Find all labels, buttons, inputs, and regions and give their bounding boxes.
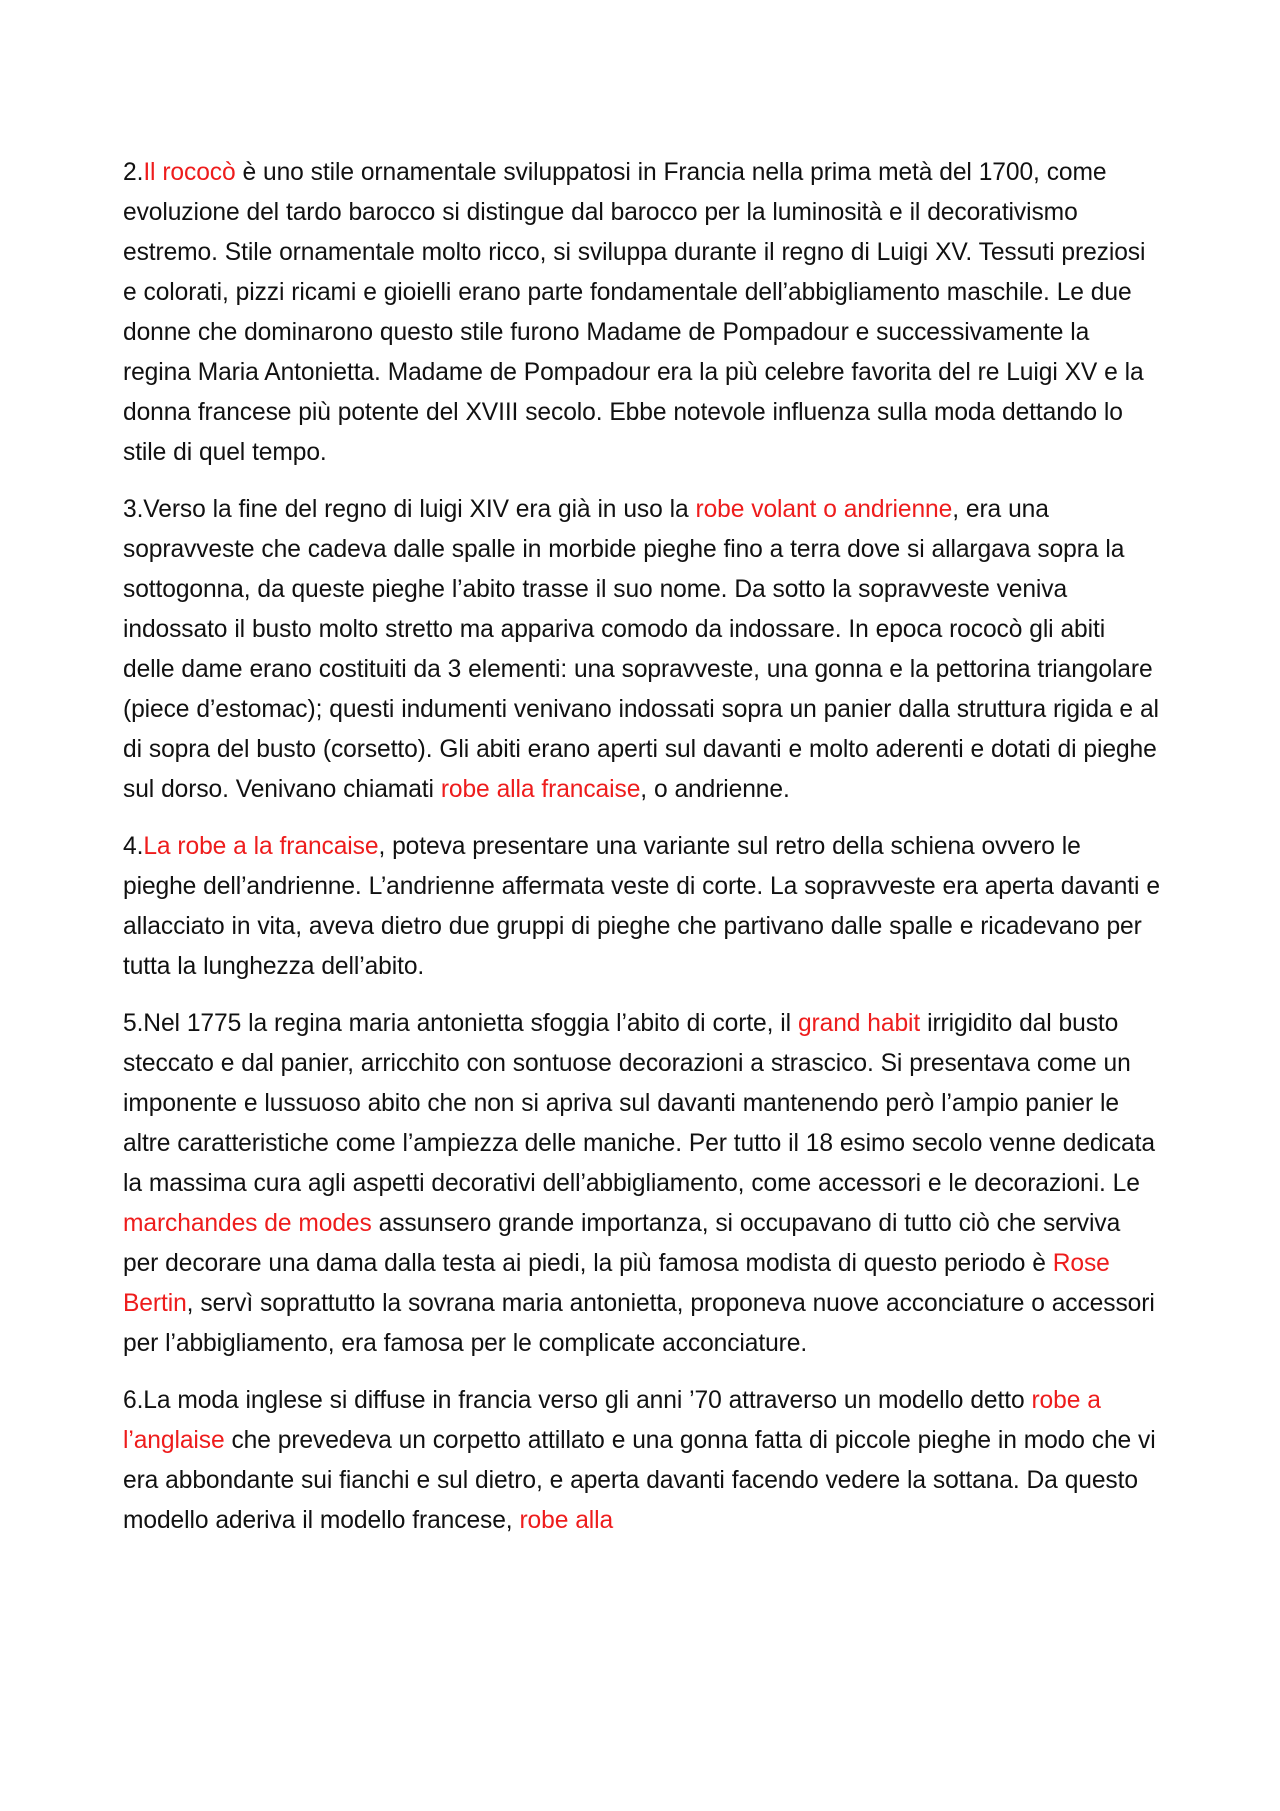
highlighted-term: Rose Bertin xyxy=(123,1250,1110,1317)
paragraph-text: è uno stile ornamentale sviluppatosi in Francia nella prima metà del 1700, come evoluzione del tardo barocco si distingue dal barocco per la luminosità e il decorativismo estremo. Stile ornamentale molto ricco, si sviluppa durante il regno di Luigi XV. Tessuti preziosi e colorati, pizzi ricami e gioielli erano parte fondamentale dell’abbigliamento maschile. Le due donne che dominarono questo stile furono Madame de Pompadour e successivamente la regina Maria Antonietta. Madame de Pompadour era la più celebre favorita del re Luigi XV e la donna francese più potente del XVIII secolo. Ebbe notevole influenza sulla moda dettando lo stile di quel tempo. xyxy=(123,159,1146,466)
highlighted-term: robe volant o andrienne xyxy=(695,496,953,523)
paragraph-text: irrigidito dal busto steccato e dal panier, arricchito con sontuose decorazioni a strascico. Si presentava come un imponente e lussuoso abito che non si apriva sul davanti mantenendo però l’ampio panier le altre caratteristiche come l’ampiezza delle maniche. Per tutto il 18 esimo secolo venne dedicata la massima cura agli aspetti decorativi dell’abbigliamento, come accessori e le decorazioni. Le xyxy=(123,1010,1155,1197)
highlighted-term: grand habit xyxy=(797,1010,921,1037)
paragraph-text: , servì soprattutto la sovrana maria antonietta, proponeva nuove acconciature o accessori per l’abbigliamento, era famosa per le complicate acconciature. xyxy=(123,1290,1155,1357)
paragraph-6-robe-anglaise xyxy=(123,1381,1160,1541)
paragraph-3-robe-volant xyxy=(123,490,1160,810)
paragraph-text: 2. xyxy=(123,159,144,186)
paragraph-text: , o andrienne. xyxy=(640,776,790,803)
paragraph-text: , era una sopravveste che cadeva dalle spalle in morbide pieghe fino a terra dove si allargava sopra la sottogonna, da queste pieghe l’abito trasse il suo nome. Da sotto la sopravveste veniva indossato il busto molto stretto ma appariva comodo da indossare. In epoca rococò gli abiti delle dame erano costituiti da 3 elementi: una sopravveste, una gonna e la pettorina triangolare (piece d’estomac); questi indumenti venivano indossati sopra un panier dalla struttura rigida e al di sopra del busto (corsetto). Gli abiti erano aperti sul davanti e molto aderenti e dotati di pieghe sul dorso. Venivano chiamati xyxy=(123,496,1159,803)
paragraph-text: 5.Nel 1775 la regina maria antonietta sfoggia l’abito di corte, il xyxy=(123,1010,798,1037)
paragraph-text: 6.La moda inglese si diffuse in francia verso gli anni ’70 attraverso un modello detto xyxy=(123,1387,1032,1414)
highlighted-term: robe alla francaise xyxy=(440,776,641,803)
paragraph-5-grand-habit xyxy=(123,1004,1160,1364)
paragraph-4-robe-francaise xyxy=(123,827,1160,987)
highlighted-term: robe alla xyxy=(519,1507,614,1534)
highlighted-term: Il rococò xyxy=(143,159,236,186)
paragraph-text: , poteva presentare una variante sul retro della schiena ovvero le pieghe dell’andrienne. L’andrienne affermata veste di corte. La sopravveste era aperta davanti e allacciato in vita, aveva dietro due gruppi di pieghe che partivano dalle spalle e ricadevano per tutta la lunghezza dell’abito. xyxy=(123,833,1160,980)
paragraph-text: 3.Verso la fine del regno di luigi XIV era già in uso la xyxy=(123,496,696,523)
highlighted-term: marchandes de modes xyxy=(123,1210,372,1237)
highlighted-term: La robe a la francaise xyxy=(143,833,379,860)
paragraph-2-rococo xyxy=(123,153,1160,473)
paragraph-text: 4. xyxy=(123,833,144,860)
paragraph-text: assunsero grande importanza, si occupavano di tutto ciò che serviva per decorare una dama dalla testa ai piedi, la più famosa modista di questo periodo è xyxy=(123,1210,1121,1277)
paragraph-text: che prevedeva un corpetto attillato e una gonna fatta di piccole pieghe in modo che vi era abbondante sui fianchi e sul dietro, e aperta davanti facendo vedere la sottana. Da questo modello aderiva il modello francese, xyxy=(123,1427,1156,1534)
highlighted-term: robe a l’anglaise xyxy=(123,1387,1101,1454)
